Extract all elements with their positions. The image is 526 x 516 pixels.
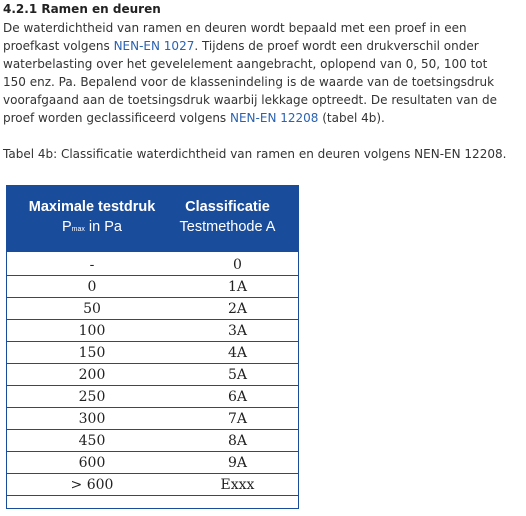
class-cell: 9A bbox=[227, 455, 248, 471]
table-row bbox=[7, 342, 298, 364]
table-row bbox=[7, 252, 298, 276]
class-cell: 5A bbox=[227, 367, 248, 383]
header-col2-subtitle: Testmethode A bbox=[179, 219, 276, 235]
pressure-cell: 0 bbox=[87, 279, 97, 295]
pressure-cell: 100 bbox=[78, 323, 106, 339]
pressure-cell: 600 bbox=[78, 455, 106, 471]
classification-table bbox=[6, 185, 299, 509]
section-heading: 4.2.1 Ramen en deuren bbox=[3, 2, 161, 16]
nen-en-12208-link[interactable]: NEN-EN 12208 bbox=[230, 111, 319, 125]
pressure-cell: - bbox=[89, 257, 95, 273]
header-classification bbox=[157, 197, 298, 237]
intro-paragraph bbox=[3, 19, 508, 127]
table-header bbox=[7, 186, 298, 252]
class-cell: 7A bbox=[227, 411, 248, 427]
pressure-cell: 50 bbox=[83, 301, 101, 317]
pressure-cell: 250 bbox=[78, 389, 106, 405]
paragraph-text-1: De waterdichtheid van ramen en deuren wordt bepaald met een proef in een proefkast volgens bbox=[3, 21, 467, 53]
class-cell: 0 bbox=[233, 257, 242, 273]
paragraph-text-3: (tabel 4b). bbox=[318, 111, 385, 125]
class-cell: 2A bbox=[227, 301, 248, 317]
class-cell: 4A bbox=[227, 345, 248, 361]
subscript-max: max bbox=[71, 226, 85, 233]
table-row bbox=[7, 320, 298, 342]
table-row bbox=[7, 364, 298, 386]
pressure-cell: > 600 bbox=[70, 477, 114, 493]
class-cell: Exxx bbox=[220, 477, 255, 493]
table-caption: Tabel 4b: Classificatie waterdichtheid van ramen en deuren volgens NEN-EN 12208. bbox=[3, 147, 507, 161]
table-row bbox=[7, 474, 298, 496]
header-col2-title: Classificatie bbox=[185, 199, 270, 215]
pressure-cell: 150 bbox=[78, 345, 106, 361]
pressure-cell: 200 bbox=[78, 367, 106, 383]
table-row bbox=[7, 430, 298, 452]
pressure-cell: 300 bbox=[78, 411, 106, 427]
table-body bbox=[7, 252, 298, 496]
table-row bbox=[7, 386, 298, 408]
header-col1-title: Maximale testdruk bbox=[28, 199, 156, 215]
table-row bbox=[7, 276, 298, 298]
nen-en-1027-link[interactable]: NEN-EN 1027 bbox=[113, 39, 195, 53]
paragraph-text-2: . Tijdens de proef wordt een drukverschil onder waterbelasting over het gevelelement aangebracht, oplopend van 0, 50, 100 tot 150 enz. Pa. Bepalend voor de klassenindeling is de waarde van de toetsingsdruk voorafgaand aan de toetsingsdruk waarbij lekkage optreedt. De resultaten van de proef worden geclassificeerd volgens bbox=[3, 39, 498, 125]
table-row bbox=[7, 298, 298, 320]
table-row bbox=[7, 452, 298, 474]
table-row bbox=[7, 408, 298, 430]
header-max-test-pressure bbox=[7, 197, 177, 240]
class-cell: 3A bbox=[227, 323, 248, 339]
class-cell: 1A bbox=[227, 279, 248, 295]
class-cell: 6A bbox=[227, 389, 248, 405]
header-col1-unit: Pmax in Pa bbox=[62, 219, 122, 235]
class-cell: 8A bbox=[227, 433, 248, 449]
pressure-cell: 450 bbox=[78, 433, 106, 449]
